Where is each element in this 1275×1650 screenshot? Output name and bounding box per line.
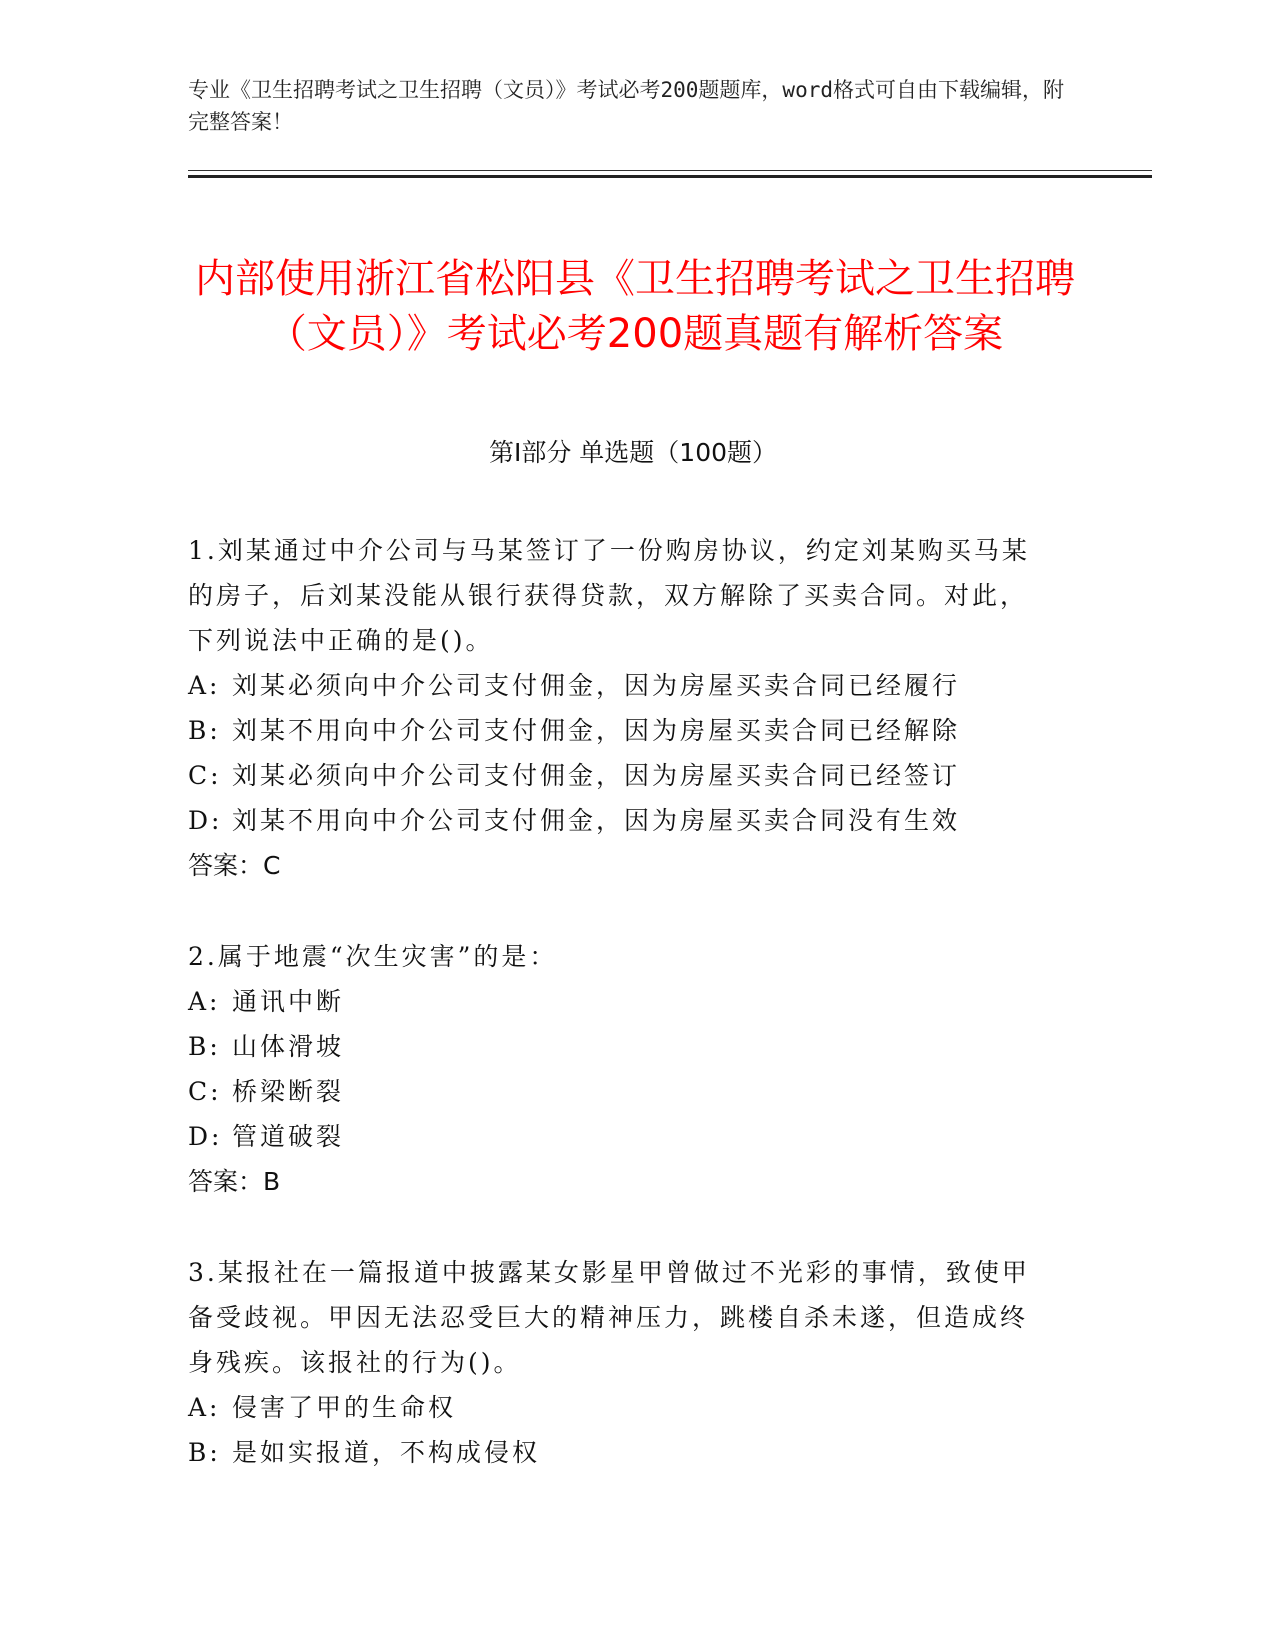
option-c <box>188 753 1078 798</box>
answer-line: 答案：C <box>188 851 281 880</box>
option-key: A: <box>188 987 221 1016</box>
header-note: 专业《卫生招聘考试之卫生招聘（文员）》考试必考200题题库，word格式可自由下载编辑，附完整答案！ <box>188 78 1064 134</box>
question-3 <box>188 1250 1078 1475</box>
option-a <box>188 979 1078 1024</box>
document-title: 内部使用浙江省松阳县《卫生招聘考试之卫生招聘（文员）》考试必考200题真题有解析答案 <box>195 255 1075 357</box>
option-text: 山体滑坡 <box>232 1032 345 1061</box>
option-b <box>188 1430 1078 1475</box>
option-text: 刘某不用向中介公司支付佣金，因为房屋买卖合同没有生效 <box>232 806 961 835</box>
option-key: B: <box>188 1032 221 1061</box>
option-b <box>188 708 1078 753</box>
option-text: 通讯中断 <box>232 987 345 1016</box>
option-b <box>188 1024 1078 1069</box>
option-key: A: <box>188 671 221 700</box>
option-key: D: <box>188 1122 223 1151</box>
option-text: 刘某必须向中介公司支付佣金，因为房屋买卖合同已经履行 <box>232 671 961 700</box>
option-key: A: <box>188 1393 221 1422</box>
question-list <box>188 528 1078 1521</box>
question-2 <box>188 934 1078 1204</box>
option-key: B: <box>188 716 221 745</box>
question-stem: 2.属于地震“次生灾害”的是： <box>188 942 558 971</box>
option-text: 刘某不用向中介公司支付佣金，因为房屋买卖合同已经解除 <box>232 716 961 745</box>
question-stem: 3.某报社在一篇报道中披露某女影星甲曾做过不光彩的事情，致使甲备受歧视。甲因无法忍受巨大的精神压力，跳楼自杀未遂，但造成终身残疾。该报社的行为()。 <box>188 1258 1030 1377</box>
option-text: 侵害了甲的生命权 <box>232 1393 457 1422</box>
option-a <box>188 663 1078 708</box>
option-text: 是如实报道，不构成侵权 <box>232 1438 541 1467</box>
question-stem: 1.刘某通过中介公司与马某签订了一份购房协议，约定刘某购买马某的房子，后刘某没能从银行获得贷款，双方解除了买卖合同。对此，下列说法中正确的是()。 <box>188 536 1030 655</box>
option-key: C: <box>188 1077 222 1106</box>
option-d <box>188 1114 1078 1159</box>
option-text: 管道破裂 <box>232 1122 345 1151</box>
header-divider-thin <box>188 170 1152 171</box>
option-key: D: <box>188 806 223 835</box>
option-key: B: <box>188 1438 221 1467</box>
option-text: 刘某必须向中介公司支付佣金，因为房屋买卖合同已经签订 <box>232 761 961 790</box>
question-1 <box>188 528 1078 888</box>
answer-line: 答案：B <box>188 1167 281 1196</box>
option-key: C: <box>188 761 222 790</box>
section-title: 第Ⅰ部分 单选题（100题） <box>488 438 778 467</box>
option-a <box>188 1385 1078 1430</box>
header-divider-thick <box>188 175 1152 178</box>
option-d <box>188 798 1078 843</box>
option-c <box>188 1069 1078 1114</box>
option-text: 桥梁断裂 <box>232 1077 345 1106</box>
